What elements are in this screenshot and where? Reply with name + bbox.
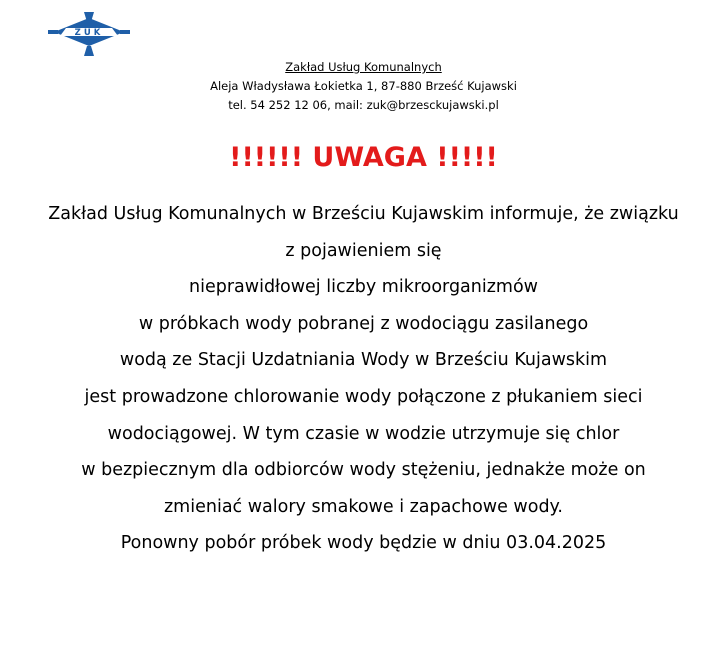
announcement-line: Zakład Usług Komunalnych w Brześciu Kujawskim informuje, że związku xyxy=(48,204,679,224)
zuk-logo-icon xyxy=(48,12,130,56)
announcement-line: nieprawidłowej liczby mikroorganizmów xyxy=(189,277,538,298)
announcement-body xyxy=(0,196,727,562)
announcement-line: wodociągowej. W tym czasie w wodzie utrzymuje się chlor xyxy=(107,423,620,444)
logo-text: ZUK xyxy=(74,28,104,38)
zuk-logo xyxy=(48,12,130,56)
announcement-line: Ponowny pobór próbek wody będzie w dniu 03.04.2025 xyxy=(120,533,607,554)
organization-address: Aleja Władysława Łokietka 1, 87-880 Brześć Kujawski xyxy=(210,79,517,93)
announcement-line: w bezpiecznym dla odbiorców wody stężeniu, jednakże może on xyxy=(81,460,646,481)
announcement-line: zmieniać walory smakowe i zapachowe wody. xyxy=(164,496,563,517)
organization-name: Zakład Usług Komunalnych xyxy=(285,60,442,74)
organization-contact: tel. 54 252 12 06, mail: zuk@brzesckujawski.pl xyxy=(228,98,499,112)
announcement-line: z pojawieniem się xyxy=(285,240,442,261)
warning-heading: !!!!!! UWAGA !!!!! xyxy=(229,142,498,173)
letterhead xyxy=(0,58,727,115)
announcement-line: wodą ze Stacji Uzdatniania Wody w Brześciu Kujawskim xyxy=(119,350,608,371)
announcement-line: jest prowadzone chlorowanie wody połączone z płukaniem sieci xyxy=(84,386,643,407)
announcement-line: w próbkach wody pobranej z wodociągu zasilanego xyxy=(138,313,589,334)
